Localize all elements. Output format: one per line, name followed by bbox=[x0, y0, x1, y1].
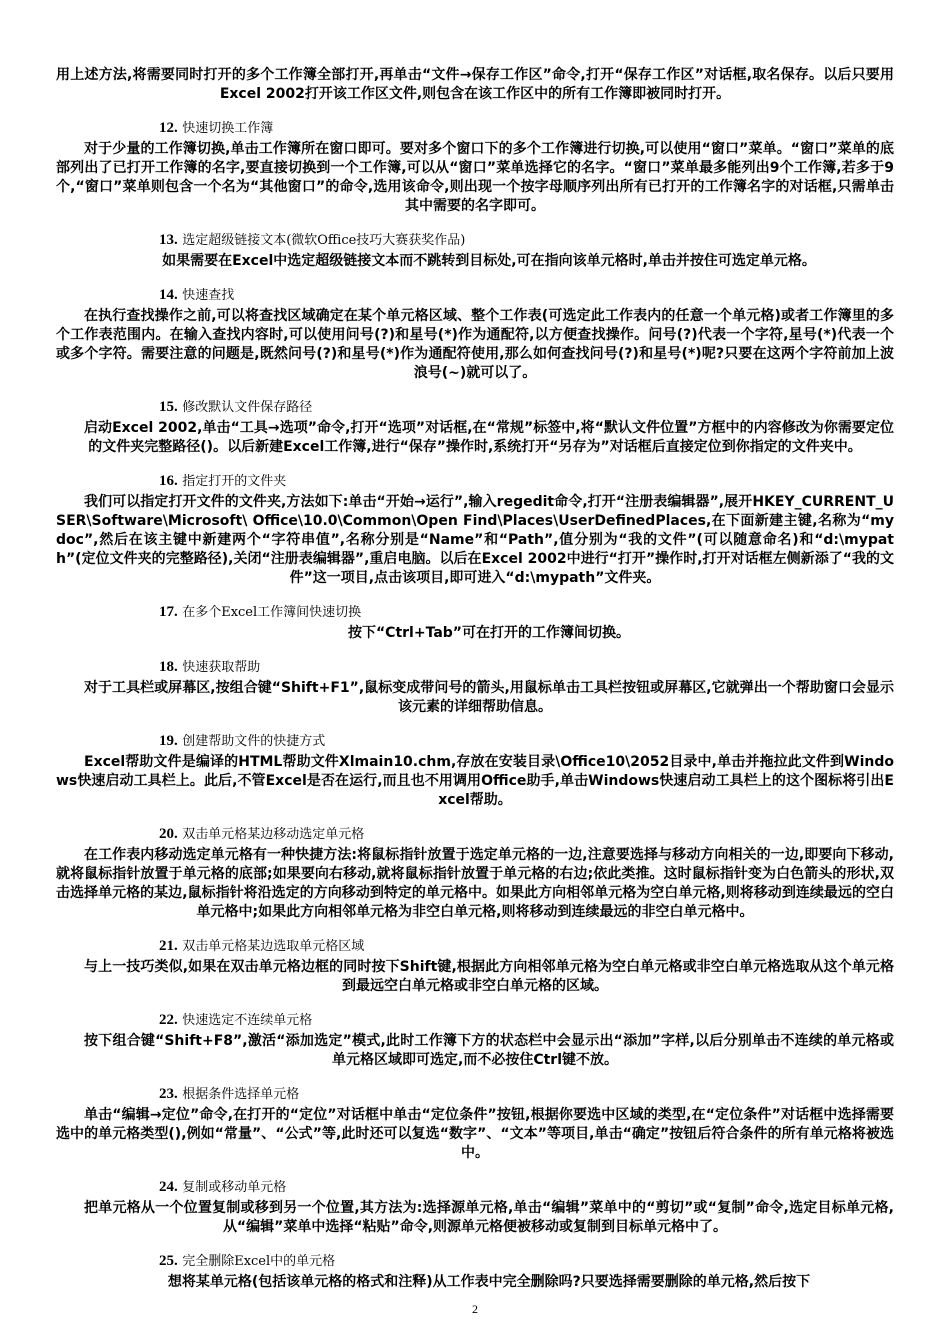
tip-title: 完全删除Excel中的单元格 bbox=[182, 1254, 336, 1269]
tip-number: 15. bbox=[159, 399, 178, 415]
tip-title: 快速选定不连续单元格 bbox=[182, 1013, 313, 1028]
tip-section bbox=[56, 825, 894, 922]
tip-body: 与上一技巧类似,如果在双击单元格边框的同时按下Shift键,根据此方向相邻单元格为空白单元格或非空白单元格选取从这个单元格到最远空白单元格或非空白单元格的区域。 bbox=[84, 959, 894, 994]
tip-number: 18. bbox=[159, 659, 178, 675]
tip-title: 创建帮助文件的快捷方式 bbox=[182, 734, 326, 749]
tip-heading bbox=[159, 825, 894, 844]
tip-number: 19. bbox=[159, 733, 178, 749]
tip-heading bbox=[159, 732, 894, 751]
tip-section bbox=[56, 398, 894, 457]
tip-number: 22. bbox=[159, 1012, 178, 1028]
tip-body: 在工作表内移动选定单元格有一种快捷方法:将鼠标指针放置于选定单元格的一边,注意要选择与移动方向相关的一边,即要向下移动,就将鼠标指针放置于单元格的底部;如果要向右移动,就将鼠标指针放置于单元格的右边;依此类推。这时鼠标指针变为白色箭头的形状,双击选择单元格的某边,鼠标指针将沿选定的方向移动到特定的单元格中。如果此方向相邻单元格为空白单元格,则将移动到连续最远的空白单元格中;如果此方向相邻单元格为非空白单元格,则将移动到连续最远的非空白单元格中。 bbox=[56, 847, 894, 920]
section-list bbox=[56, 119, 894, 1292]
tip-section bbox=[56, 732, 894, 810]
tip-body: 我们可以指定打开文件的文件夹,方法如下:单击“开始→运行”,输入regedit命令,打开“注册表编辑器”,展开HKEY_CURRENT_USER\Software\Microsoft\ Office\10.0\Common\Open Find\Places\UserDefinedPlaces,在下面新建主键,名称为“mydoc”,然后在该主键中新建两个“字符串值”,名称分别是“Name”和“Path”,值分别为“我的文件”(可以随意命名)和“d:\mypath”(定位文件夹的完整路径),关闭“注册表编辑器”,重启电脑。以后在Excel 2002中进行“打开”操作时,打开对话框左侧新添了“我的文件”这一项目,点击该项目,即可进入“d:\mypath”文件夹。 bbox=[56, 494, 894, 586]
tip-title: 复制或移动单元格 bbox=[182, 1180, 287, 1195]
tip-heading bbox=[159, 286, 894, 305]
tip-title: 快速获取帮助 bbox=[182, 660, 261, 675]
tip-title: 根据条件选择单元格 bbox=[182, 1087, 300, 1102]
tip-number: 25. bbox=[159, 1253, 178, 1269]
tip-heading bbox=[159, 1085, 894, 1104]
tip-number: 17. bbox=[159, 604, 178, 620]
tip-body: Excel帮助文件是编译的HTML帮助文件Xlmain10.chm,存放在安装目录\Office10\2052目录中,单击并拖拉此文件到Windows快速启动工具栏上。此后,不管Excel是否在运行,而且也不用调用Office助手,单击Windows快速启动工具栏上的这个图标将引出Excel帮助。 bbox=[56, 754, 894, 808]
tip-section bbox=[56, 472, 894, 588]
page-number: 2 bbox=[472, 1302, 478, 1316]
tip-body: 在执行查找操作之前,可以将查找区域确定在某个单元格区域、整个工作表(可选定此工作表内的任意一个单元格)或者工作簿里的多个工作表范围内。在输入查找内容时,可以使用问号(?)和星号(*)作为通配符,以方便查找操作。问号(?)代表一个字符,星号(*)代表一个或多个字符。需要注意的问题是,既然问号(?)和星号(*)作为通配符使用,那么如何查找问号(?)和星号(*)呢?只要在这两个字符前加上波浪号(~)就可以了。 bbox=[56, 308, 894, 381]
tip-section bbox=[56, 937, 894, 996]
intro-paragraph: 用上述方法,将需要同时打开的多个工作簿全部打开,再单击“文件→保存工作区”命令,打开“保存工作区”对话框,取名保存。以后只要用Excel 2002打开该工作区文件,则包含在该工作区中的所有工作簿即被同时打开。 bbox=[56, 67, 894, 102]
page-content bbox=[56, 66, 894, 1292]
tip-heading bbox=[159, 231, 894, 250]
tip-body: 把单元格从一个位置复制或移到另一个位置,其方法为:选择源单元格,单击“编辑”菜单中的“剪切”或“复制”命令,选定目标单元格,从“编辑”菜单中选择“粘贴”命令,则源单元格便被移动或复制到目标单元格中了。 bbox=[84, 1200, 894, 1235]
tip-number: 21. bbox=[159, 938, 178, 954]
tip-number: 14. bbox=[159, 287, 178, 303]
tip-title: 修改默认文件保存路径 bbox=[182, 400, 313, 415]
tip-heading bbox=[159, 603, 894, 622]
tip-title: 选定超级链接文本(微软Office技巧大赛获奖作品) bbox=[182, 233, 466, 248]
tip-heading bbox=[159, 472, 894, 491]
tip-section bbox=[56, 231, 894, 271]
tip-body: 按下组合键“Shift+F8”,激活“添加选定”模式,此时工作簿下方的状态栏中会显示出“添加”字样,以后分别单击不连续的单元格或单元格区域即可选定,而不必按住Ctrl键不放。 bbox=[84, 1033, 894, 1068]
tip-number: 23. bbox=[159, 1086, 178, 1102]
tip-body: 对于工具栏或屏幕区,按组合键“Shift+F1”,鼠标变成带问号的箭头,用鼠标单击工具栏按钮或屏幕区,它就弹出一个帮助窗口会显示该元素的详细帮助信息。 bbox=[84, 680, 894, 715]
tip-title: 在多个Excel工作簿间快速切换 bbox=[182, 605, 362, 620]
tip-number: 13. bbox=[159, 232, 178, 248]
tip-section bbox=[56, 1178, 894, 1237]
tip-section bbox=[56, 658, 894, 717]
tip-body: 按下“Ctrl+Tab”可在打开的工作簿间切换。 bbox=[347, 625, 631, 641]
tip-body: 单击“编辑→定位”命令,在打开的“定位”对话框中单击“定位条件”按钮,根据你要选中区域的类型,在“定位条件”对话框中选择需要选中的单元格类型(),例如“常量”、“公式”等,此时还可以复选“数字”、“文本”等项目,单击“确定”按钮后符合条件的所有单元格将被选中。 bbox=[56, 1107, 894, 1161]
tip-body: 启动Excel 2002,单击“工具→选项”命令,打开“选项”对话框,在“常规”标签中,将“默认文件位置”方框中的内容修改为你需要定位的文件夹完整路径()。以后新建Excel工作簿,进行“保存”操作时,系统打开“另存为”对话框后直接定位到你指定的文件夹中。 bbox=[84, 420, 894, 455]
tip-heading bbox=[159, 1011, 894, 1030]
tip-section bbox=[56, 1252, 894, 1292]
tip-title: 双击单元格某边移动选定单元格 bbox=[182, 827, 365, 842]
tip-body: 想将某单元格(包括该单元格的格式和注释)从工作表中完全删除吗?只要选择需要删除的单元格,然后按下 bbox=[167, 1274, 811, 1290]
tip-heading bbox=[159, 937, 894, 956]
tip-body: 如果需要在Excel中选定超级链接文本而不跳转到目标处,可在指向该单元格时,单击并按住可选定单元格。 bbox=[162, 253, 816, 269]
tip-heading bbox=[159, 119, 894, 138]
tip-heading bbox=[159, 1178, 894, 1197]
tip-heading bbox=[159, 398, 894, 417]
tip-section bbox=[56, 286, 894, 383]
tip-number: 24. bbox=[159, 1179, 178, 1195]
tip-number: 20. bbox=[159, 826, 178, 842]
tip-title: 指定打开的文件夹 bbox=[182, 474, 287, 489]
tip-heading bbox=[159, 658, 894, 677]
tip-number: 12. bbox=[159, 120, 178, 136]
tip-heading bbox=[159, 1252, 894, 1271]
tip-body: 对于少量的工作簿切换,单击工作簿所在窗口即可。要对多个窗口下的多个工作簿进行切换,可以使用“窗口”菜单。“窗口”菜单的底部列出了已打开工作簿的名字,要直接切换到一个工作簿,可以从“窗口”菜单选择它的名字。“窗口”菜单最多能列出9个工作簿,若多于9个,“窗口”菜单则包含一个名为“其他窗口”的命令,选用该命令,则出现一个按字母顺序列出所有已打开的工作簿名字的对话框,只需单击其中需要的名字即可。 bbox=[56, 141, 894, 214]
tip-section bbox=[56, 1085, 894, 1163]
tip-section bbox=[56, 119, 894, 216]
tip-section bbox=[56, 603, 894, 643]
tip-title: 快速查找 bbox=[182, 288, 235, 303]
tip-title: 双击单元格某边选取单元格区域 bbox=[182, 939, 365, 954]
tip-section bbox=[56, 1011, 894, 1070]
tip-title: 快速切换工作簿 bbox=[182, 121, 274, 136]
tip-number: 16. bbox=[159, 473, 178, 489]
